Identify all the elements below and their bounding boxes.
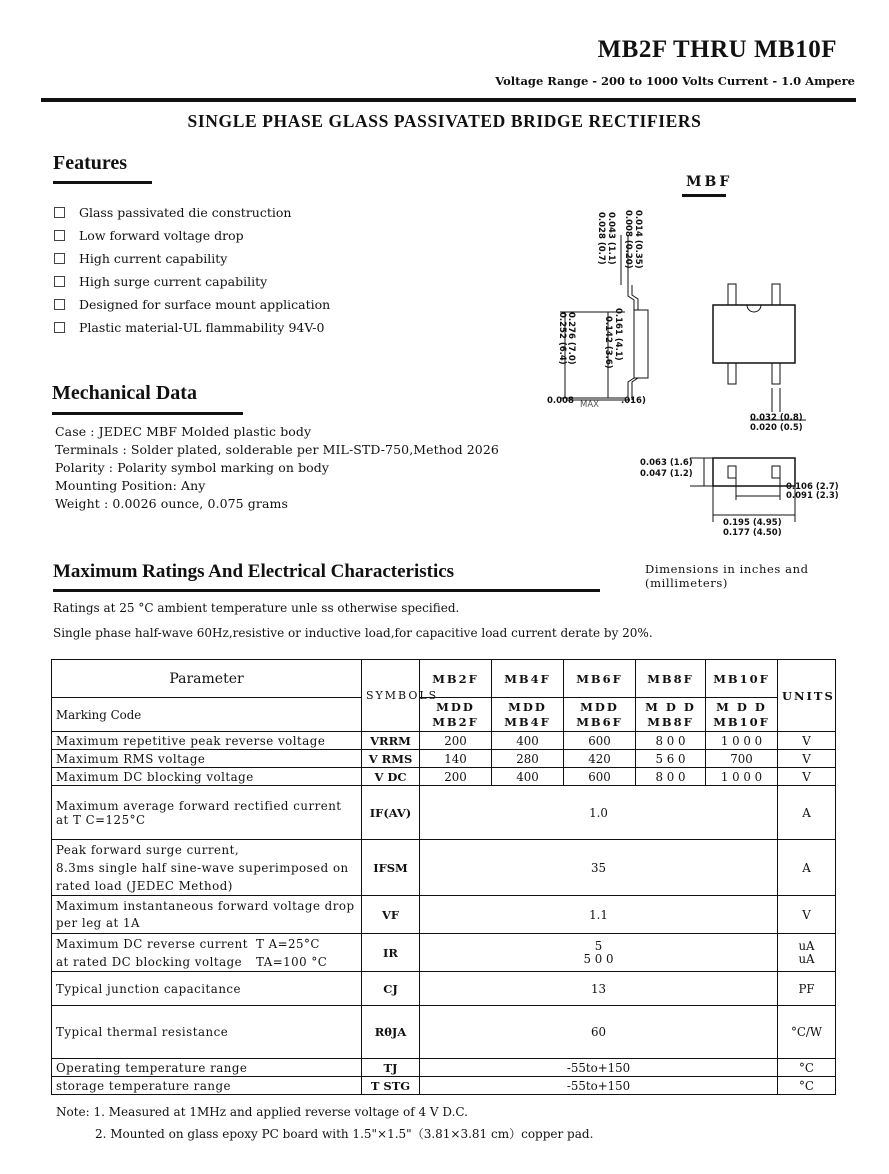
unit-cell: V [778, 732, 836, 750]
ratings-table [51, 659, 836, 1095]
symbol-cell: V RMS [362, 750, 420, 768]
table-row [52, 1077, 836, 1095]
footnote-1: Note: 1. Measured at 1MHz and applied reverse voltage of 4 V D.C. [56, 1105, 468, 1119]
mechanical-line: Terminals : Solder plated, solderable per MIL-STD-750,Method 2026 [55, 442, 499, 457]
unit-cell: A [778, 840, 836, 896]
value-cell: 400 [492, 768, 564, 786]
value-cell: 8 0 0 [636, 768, 706, 786]
model-header: MB4F [492, 660, 564, 698]
mechanical-line: Case : JEDEC MBF Molded plastic body [55, 424, 312, 439]
voltage-current-subtitle: Voltage Range - 200 to 1000 Volts Current - 1.0 Ampere [495, 74, 855, 88]
symbol-cell: VF [362, 896, 420, 934]
unit-cell: uA uA [778, 934, 836, 972]
checkbox-bullet-icon [54, 276, 65, 287]
feature-item: Glass passivated die construction [54, 205, 291, 220]
checkbox-bullet-icon [54, 230, 65, 241]
dim-lead-width-a: 0.008 (0.20) [623, 210, 633, 269]
value-cell: 140 [420, 750, 492, 768]
param-cell: storage temperature range [52, 1077, 362, 1095]
dim-overall-length-b: 0.276 (7.0) [566, 312, 576, 365]
unit-cell: V [778, 896, 836, 934]
marking-code-cell: MDD MB4F [492, 698, 564, 732]
ratings-note-ambient: Ratings at 25 °C ambient temperature unle ss otherwise specified. [53, 601, 460, 615]
table-row [52, 750, 836, 768]
table-row [52, 1006, 836, 1059]
param-cell: Maximum DC blocking voltage [52, 768, 362, 786]
value-cell: 200 [420, 768, 492, 786]
parameter-header: Parameter [52, 660, 362, 698]
table-row [52, 896, 836, 934]
marking-code-cell: MDD MB2F [420, 698, 492, 732]
feature-item: High current capability [54, 251, 227, 266]
value-cell: 1.1 [420, 896, 778, 934]
mechanical-line: Mounting Position: Any [55, 478, 206, 493]
document-heading: SINGLE PHASE GLASS PASSIVATED BRIDGE RECTIFIERS [187, 111, 702, 131]
table-header-row [52, 660, 836, 698]
value-cell: 1 0 0 0 [706, 732, 778, 750]
checkbox-bullet-icon [54, 299, 65, 310]
table-row [52, 972, 836, 1006]
feature-item: Plastic material-UL flammability 94V-0 [54, 320, 324, 335]
model-header: MB2F [420, 660, 492, 698]
dim-lead-span-b: 0.091 (2.3) [786, 491, 839, 501]
symbols-header: SYMBOLS [362, 660, 420, 732]
marking-code-cell: MDD MB6F [564, 698, 636, 732]
mechanical-rule [52, 412, 243, 415]
header-rule [41, 98, 856, 102]
features-rule [53, 181, 152, 184]
table-row [52, 934, 836, 972]
value-cell: 700 [706, 750, 778, 768]
value-cell: 8 0 0 [636, 732, 706, 750]
dim-lead-pitch-a: 0.032 (0.8) [750, 413, 803, 423]
feature-item: Designed for surface mount application [54, 297, 330, 312]
marking-code-cell: M D D MB8F [636, 698, 706, 732]
model-header: MB8F [636, 660, 706, 698]
dim-lead-thickness-b: 0.043 (1.1) [606, 212, 616, 265]
unit-cell: PF [778, 972, 836, 1006]
table-row [52, 840, 836, 896]
dim-body-height-b: 0.047 (1.2) [640, 469, 693, 479]
value-cell: 400 [492, 732, 564, 750]
value-cell: 5 5 0 0 [420, 934, 778, 972]
param-cell: Maximum repetitive peak reverse voltage [52, 732, 362, 750]
dim-lead-span-a: 0.106 (2.7) [786, 482, 839, 492]
model-header: MB6F [564, 660, 636, 698]
symbol-cell: IFSM [362, 840, 420, 896]
unit-cell: °C [778, 1059, 836, 1077]
dim-standoff: 0.008 [547, 396, 574, 406]
package-label: MBF [686, 174, 733, 190]
symbol-cell: TJ [362, 1059, 420, 1077]
unit-cell: °C [778, 1077, 836, 1095]
symbol-cell: T STG [362, 1077, 420, 1095]
value-cell: -55to+150 [420, 1059, 778, 1077]
symbol-cell: V DC [362, 768, 420, 786]
dim-body-width-b: 0.177 (4.50) [723, 528, 782, 538]
footnote-2: 2. Mounted on glass epoxy PC board with 1.5"×1.5"（3.81×3.81 cm）copper pad. [95, 1127, 594, 1141]
param-cell: Maximum DC reverse current T A=25°C at rated DC blocking voltage TA=100 °C [52, 934, 362, 972]
feature-item: Low forward voltage drop [54, 228, 244, 243]
param-cell: Maximum instantaneous forward voltage drop per leg at 1A [52, 896, 362, 934]
symbol-cell: CJ [362, 972, 420, 1006]
table-row [52, 768, 836, 786]
package-outline-drawing [530, 200, 860, 545]
dim-body-height-a: 0.063 (1.6) [640, 458, 693, 468]
symbol-cell: IR [362, 934, 420, 972]
document-title: MB2F THRU MB10F [597, 36, 837, 63]
unit-cell: V [778, 750, 836, 768]
param-cell: Typical junction capacitance [52, 972, 362, 1006]
units-header: UNITS [778, 660, 836, 732]
param-cell: Maximum average forward rectified current at T C=125°C [52, 786, 362, 840]
dim-standoff-b: .016) [621, 396, 646, 406]
dim-overall-length-a: 0.252 (6.4) [557, 312, 567, 365]
mechanical-line: Weight : 0.0026 ounce, 0.075 grams [55, 496, 288, 511]
checkbox-bullet-icon [54, 322, 65, 333]
symbol-cell: VRRM [362, 732, 420, 750]
param-cell: Peak forward surge current, 8.3ms single half sine-wave superimposed on rated load (JEDEC Method) [52, 840, 362, 896]
marking-code-cell: M D D MB10F [706, 698, 778, 732]
table-row [52, 732, 836, 750]
symbol-cell: RθJA [362, 1006, 420, 1059]
marking-code-row [52, 698, 836, 732]
dim-body-width-a: 0.195 (4.95) [723, 518, 782, 528]
unit-cell: °C/W [778, 1006, 836, 1059]
checkbox-bullet-icon [54, 253, 65, 264]
value-cell: 280 [492, 750, 564, 768]
value-cell: 200 [420, 732, 492, 750]
value-cell: 1.0 [420, 786, 778, 840]
value-cell: -55to+150 [420, 1077, 778, 1095]
mechanical-line: Polarity : Polarity symbol marking on body [55, 460, 330, 475]
value-cell: 35 [420, 840, 778, 896]
ratings-title: Maximum Ratings And Electrical Characteristics [53, 561, 455, 582]
feature-item: High surge current capability [54, 274, 267, 289]
mechanical-title: Mechanical Data [52, 382, 197, 404]
table-row [52, 1059, 836, 1077]
value-cell: 1 0 0 0 [706, 768, 778, 786]
param-cell: Operating temperature range [52, 1059, 362, 1077]
value-cell: 5 6 0 [636, 750, 706, 768]
marking-code-label: Marking Code [52, 698, 362, 732]
dim-lead-width-b: 0.014 (0.35) [633, 210, 643, 269]
value-cell: 13 [420, 972, 778, 1006]
symbol-cell: IF(AV) [362, 786, 420, 840]
table-row [52, 786, 836, 840]
dim-lead-pitch-b: 0.020 (0.5) [750, 423, 803, 433]
ratings-rule [53, 589, 600, 592]
value-cell: 420 [564, 750, 636, 768]
param-cell: Typical thermal resistance [52, 1006, 362, 1059]
dim-body-length-b: 0.142 (3.6) [603, 316, 613, 369]
model-header: MB10F [706, 660, 778, 698]
dimension-caption: Dimensions in inches and (millimeters) [645, 562, 809, 590]
dim-body-length-a: 0.161 (4.1) [613, 308, 623, 361]
checkbox-bullet-icon [54, 207, 65, 218]
ratings-note-load: Single phase half-wave 60Hz,resistive or inductive load,for capacitive load current derate by 20%. [53, 626, 653, 640]
value-cell: 60 [420, 1006, 778, 1059]
value-cell: 600 [564, 768, 636, 786]
unit-cell: A [778, 786, 836, 840]
dim-standoff-max: MAX [580, 400, 599, 410]
features-title: Features [53, 152, 128, 174]
dim-lead-thickness-a: 0.028 (0.7) [596, 212, 606, 265]
param-cell: Maximum RMS voltage [52, 750, 362, 768]
value-cell: 600 [564, 732, 636, 750]
package-label-rule [682, 194, 726, 197]
unit-cell: V [778, 768, 836, 786]
